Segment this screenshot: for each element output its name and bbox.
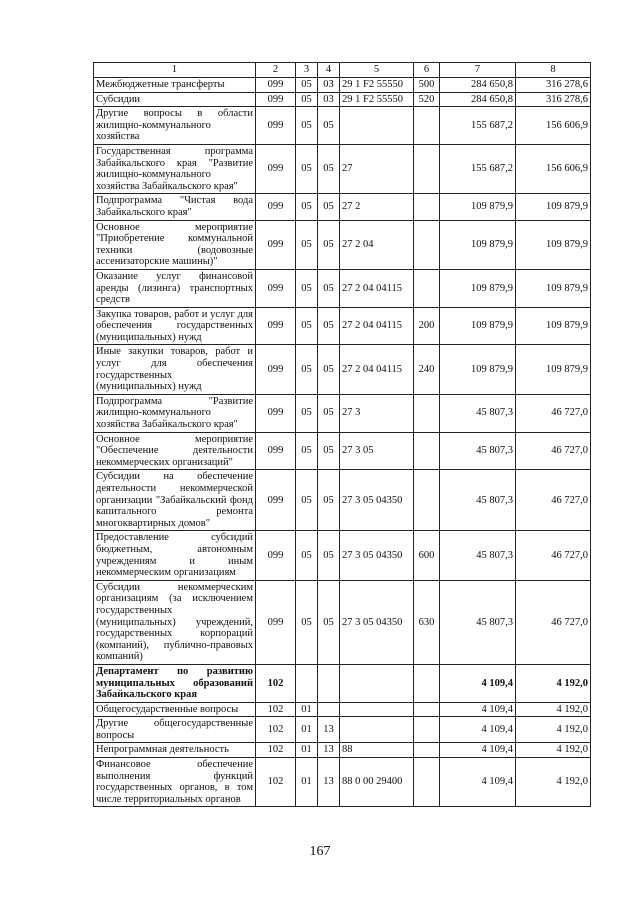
table-row — [94, 194, 591, 220]
subsection-code-cell: 05 — [318, 269, 340, 307]
row-name-cell: Департамент по развитию муниципальных образований Забайкальского края — [94, 664, 256, 702]
subsection-code-cell: 05 — [318, 107, 340, 145]
subsection-code-cell: 05 — [318, 531, 340, 580]
column-header-1: 1 — [94, 63, 256, 78]
amount-year-1-cell: 4 109,4 — [440, 758, 516, 807]
page-number: 167 — [309, 844, 331, 859]
table-row — [94, 758, 591, 807]
expense-type-cell: 240 — [414, 345, 440, 394]
subsection-code-cell — [318, 664, 340, 702]
subsection-code-cell: 13 — [318, 758, 340, 807]
section-code-cell: 05 — [296, 470, 318, 531]
expense-type-cell — [414, 194, 440, 220]
subsection-code-cell: 05 — [318, 470, 340, 531]
expense-type-cell — [414, 220, 440, 269]
expense-type-cell — [414, 743, 440, 758]
amount-year-2-cell: 316 278,6 — [516, 92, 591, 107]
amount-year-1-cell: 155 687,2 — [440, 144, 516, 193]
row-name-cell: Непрограммная деятельность — [94, 743, 256, 758]
row-name-cell: Иные закупки товаров, работ и услуг для обеспечения государственных (муниципальных) нужд — [94, 345, 256, 394]
column-header-4: 4 — [318, 63, 340, 78]
subsection-code-cell: 03 — [318, 92, 340, 107]
amount-year-1-cell: 45 807,3 — [440, 531, 516, 580]
amount-year-2-cell: 4 192,0 — [516, 664, 591, 702]
amount-year-1-cell: 155 687,2 — [440, 107, 516, 145]
table-row — [94, 743, 591, 758]
column-header-8: 8 — [516, 63, 591, 78]
admin-code-cell: 099 — [256, 307, 296, 345]
section-code-cell: 05 — [296, 92, 318, 107]
admin-code-cell: 099 — [256, 269, 296, 307]
amount-year-1-cell: 45 807,3 — [440, 470, 516, 531]
subsection-code-cell: 05 — [318, 307, 340, 345]
subsection-code-cell: 05 — [318, 194, 340, 220]
amount-year-1-cell: 45 807,3 — [440, 432, 516, 470]
section-code-cell: 01 — [296, 743, 318, 758]
amount-year-1-cell: 109 879,9 — [440, 269, 516, 307]
table-row — [94, 92, 591, 107]
row-name-cell: Межбюджетные трансферты — [94, 78, 256, 93]
section-code-cell: 05 — [296, 107, 318, 145]
expense-type-cell — [414, 702, 440, 717]
expense-type-cell — [414, 107, 440, 145]
subsection-code-cell — [318, 702, 340, 717]
table-header-row — [94, 63, 591, 78]
admin-code-cell: 099 — [256, 394, 296, 432]
subsection-code-cell: 05 — [318, 432, 340, 470]
column-header-5: 5 — [340, 63, 414, 78]
target-article-cell: 27 2 04 04115 — [340, 269, 414, 307]
amount-year-2-cell: 109 879,9 — [516, 269, 591, 307]
amount-year-1-cell: 109 879,9 — [440, 194, 516, 220]
admin-code-cell: 099 — [256, 345, 296, 394]
table-row — [94, 107, 591, 145]
admin-code-cell: 102 — [256, 717, 296, 743]
target-article-cell — [340, 664, 414, 702]
section-code-cell: 01 — [296, 702, 318, 717]
expense-type-cell — [414, 758, 440, 807]
expense-type-cell — [414, 432, 440, 470]
column-header-7: 7 — [440, 63, 516, 78]
amount-year-2-cell: 156 606,9 — [516, 107, 591, 145]
row-name-cell: Общегосударственные вопросы — [94, 702, 256, 717]
column-header-6: 6 — [414, 63, 440, 78]
amount-year-1-cell: 109 879,9 — [440, 345, 516, 394]
expense-type-cell: 630 — [414, 580, 440, 664]
target-article-cell — [340, 717, 414, 743]
subsection-code-cell: 05 — [318, 345, 340, 394]
section-code-cell: 05 — [296, 194, 318, 220]
amount-year-1-cell: 4 109,4 — [440, 717, 516, 743]
target-article-cell: 27 — [340, 144, 414, 193]
target-article-cell: 27 3 05 04350 — [340, 531, 414, 580]
row-name-cell: Предоставление субсидий бюджетным, автономным учреждениям и иным некоммерческим организациям — [94, 531, 256, 580]
amount-year-1-cell: 45 807,3 — [440, 580, 516, 664]
admin-code-cell: 099 — [256, 194, 296, 220]
table-row — [94, 717, 591, 743]
subsection-code-cell: 05 — [318, 144, 340, 193]
target-article-cell — [340, 107, 414, 145]
admin-code-cell: 099 — [256, 220, 296, 269]
amount-year-1-cell: 109 879,9 — [440, 307, 516, 345]
table-row — [94, 394, 591, 432]
row-name-cell: Основное мероприятие "Приобретение коммунальной техники (водовозные ассенизаторские машины)" — [94, 220, 256, 269]
amount-year-2-cell: 4 192,0 — [516, 717, 591, 743]
admin-code-cell: 102 — [256, 702, 296, 717]
subsection-code-cell: 13 — [318, 717, 340, 743]
table-row — [94, 345, 591, 394]
amount-year-2-cell: 4 192,0 — [516, 702, 591, 717]
row-name-cell: Субсидии — [94, 92, 256, 107]
admin-code-cell: 099 — [256, 580, 296, 664]
section-code-cell: 05 — [296, 220, 318, 269]
section-code-cell: 05 — [296, 78, 318, 93]
target-article-cell: 27 3 — [340, 394, 414, 432]
amount-year-2-cell: 109 879,9 — [516, 194, 591, 220]
table-row — [94, 702, 591, 717]
expense-type-cell — [414, 144, 440, 193]
amount-year-2-cell: 46 727,0 — [516, 531, 591, 580]
table-row — [94, 269, 591, 307]
amount-year-1-cell: 284 650,8 — [440, 92, 516, 107]
amount-year-2-cell: 46 727,0 — [516, 580, 591, 664]
subsection-code-cell: 03 — [318, 78, 340, 93]
column-header-2: 2 — [256, 63, 296, 78]
admin-code-cell: 099 — [256, 531, 296, 580]
subsection-code-cell: 05 — [318, 394, 340, 432]
amount-year-1-cell: 109 879,9 — [440, 220, 516, 269]
section-code-cell: 01 — [296, 717, 318, 743]
amount-year-2-cell: 316 278,6 — [516, 78, 591, 93]
target-article-cell: 88 — [340, 743, 414, 758]
target-article-cell: 27 2 04 — [340, 220, 414, 269]
row-name-cell: Финансовое обеспечение выполнения функций государственных органов, в том числе территориальных органов — [94, 758, 256, 807]
row-name-cell: Подпрограмма "Развитие жилищно-коммунального хозяйства Забайкальского края" — [94, 394, 256, 432]
target-article-cell — [340, 702, 414, 717]
admin-code-cell: 099 — [256, 470, 296, 531]
admin-code-cell: 102 — [256, 664, 296, 702]
amount-year-2-cell: 46 727,0 — [516, 394, 591, 432]
amount-year-2-cell: 4 192,0 — [516, 758, 591, 807]
target-article-cell: 27 3 05 04350 — [340, 580, 414, 664]
expense-type-cell: 200 — [414, 307, 440, 345]
row-name-cell: Другие вопросы в области жилищно-коммунального хозяйства — [94, 107, 256, 145]
amount-year-1-cell: 4 109,4 — [440, 664, 516, 702]
admin-code-cell: 102 — [256, 743, 296, 758]
table-row — [94, 531, 591, 580]
budget-table — [93, 62, 591, 807]
amount-year-1-cell: 284 650,8 — [440, 78, 516, 93]
amount-year-1-cell: 4 109,4 — [440, 702, 516, 717]
section-code-cell — [296, 664, 318, 702]
target-article-cell: 27 3 05 04350 — [340, 470, 414, 531]
subsection-code-cell: 13 — [318, 743, 340, 758]
row-name-cell: Оказание услуг финансовой аренды (лизинга) транспортных средств — [94, 269, 256, 307]
target-article-cell: 27 2 — [340, 194, 414, 220]
table-row — [94, 580, 591, 664]
section-code-cell: 05 — [296, 432, 318, 470]
table-row — [94, 664, 591, 702]
table-row — [94, 470, 591, 531]
table-body — [94, 78, 591, 807]
row-name-cell: Субсидии некоммерческим организациям (за исключением государственных (муниципальных) учреждений, государственных корпораций (компаний), публично-правовых компаний) — [94, 580, 256, 664]
target-article-cell: 29 1 F2 55550 — [340, 92, 414, 107]
target-article-cell: 27 2 04 04115 — [340, 307, 414, 345]
expense-type-cell — [414, 470, 440, 531]
section-code-cell: 05 — [296, 144, 318, 193]
admin-code-cell: 099 — [256, 432, 296, 470]
admin-code-cell: 099 — [256, 107, 296, 145]
amount-year-2-cell: 109 879,9 — [516, 220, 591, 269]
section-code-cell: 05 — [296, 580, 318, 664]
section-code-cell: 05 — [296, 269, 318, 307]
target-article-cell: 27 3 05 — [340, 432, 414, 470]
admin-code-cell: 102 — [256, 758, 296, 807]
expense-type-cell — [414, 664, 440, 702]
section-code-cell: 05 — [296, 307, 318, 345]
row-name-cell: Подпрограмма "Чистая вода Забайкальского края" — [94, 194, 256, 220]
section-code-cell: 05 — [296, 394, 318, 432]
amount-year-1-cell: 45 807,3 — [440, 394, 516, 432]
amount-year-2-cell: 4 192,0 — [516, 743, 591, 758]
section-code-cell: 05 — [296, 345, 318, 394]
admin-code-cell: 099 — [256, 78, 296, 93]
admin-code-cell: 099 — [256, 144, 296, 193]
expense-type-cell: 600 — [414, 531, 440, 580]
table-row — [94, 307, 591, 345]
amount-year-1-cell: 4 109,4 — [440, 743, 516, 758]
target-article-cell: 88 0 00 29400 — [340, 758, 414, 807]
row-name-cell: Субсидии на обеспечение деятельности некоммерческой организации "Забайкальский фонд капитального ремонта многоквартирных домов" — [94, 470, 256, 531]
expense-type-cell — [414, 269, 440, 307]
target-article-cell: 29 1 F2 55550 — [340, 78, 414, 93]
amount-year-2-cell: 109 879,9 — [516, 307, 591, 345]
expense-type-cell: 520 — [414, 92, 440, 107]
admin-code-cell: 099 — [256, 92, 296, 107]
table-row — [94, 432, 591, 470]
subsection-code-cell: 05 — [318, 580, 340, 664]
row-name-cell: Закупка товаров, работ и услуг для обеспечения государственных (муниципальных) нужд — [94, 307, 256, 345]
amount-year-2-cell: 46 727,0 — [516, 432, 591, 470]
table-row — [94, 220, 591, 269]
row-name-cell: Другие общегосударственные вопросы — [94, 717, 256, 743]
amount-year-2-cell: 46 727,0 — [516, 470, 591, 531]
expense-type-cell — [414, 717, 440, 743]
subsection-code-cell: 05 — [318, 220, 340, 269]
expense-type-cell: 500 — [414, 78, 440, 93]
row-name-cell: Основное мероприятие "Обеспечение деятельности некоммерческих организаций" — [94, 432, 256, 470]
table-row — [94, 144, 591, 193]
section-code-cell: 01 — [296, 758, 318, 807]
amount-year-2-cell: 156 606,9 — [516, 144, 591, 193]
column-header-3: 3 — [296, 63, 318, 78]
expense-type-cell — [414, 394, 440, 432]
target-article-cell: 27 2 04 04115 — [340, 345, 414, 394]
table-row — [94, 78, 591, 93]
row-name-cell: Государственная программа Забайкальского края "Развитие жилищно-коммунального хозяйства Забайкальского края" — [94, 144, 256, 193]
section-code-cell: 05 — [296, 531, 318, 580]
amount-year-2-cell: 109 879,9 — [516, 345, 591, 394]
